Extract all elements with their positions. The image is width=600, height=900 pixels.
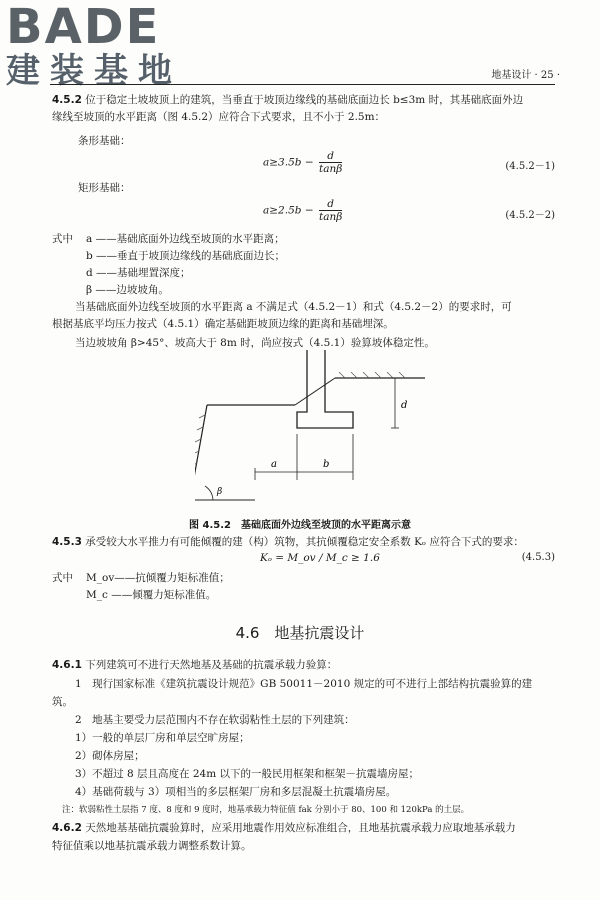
clause-text-line2: 特征值乘以地基抗震承载力调整系数计算。 [52, 840, 252, 852]
clause-number: 4.6.1 [52, 659, 82, 671]
logo-chinese: 建装基地 [6, 51, 182, 91]
eq2-left: a≥2.5b − [263, 204, 314, 217]
sub-item-2: 2）砌体房屋； [75, 750, 145, 762]
rect-foundation-label: 矩形基础： [78, 182, 131, 194]
def-beta: β ——边坡坡角。 [86, 284, 169, 296]
def-mc: M_c ——倾覆力矩标准值。 [86, 589, 217, 601]
label-b: b [323, 459, 330, 470]
clause-4-6-2 [52, 820, 557, 837]
equation-4-5-2-1 [263, 150, 342, 175]
header-rule [50, 84, 555, 85]
sub-item-3: 3）不超过 8 层且高度在 24m 以下的一般民用框架和框架－抗震墙房屋； [75, 768, 420, 780]
item2: 2 地基主要受力层范围内不存在软弱粘性土层的下列建筑： [75, 714, 355, 726]
clause-text-line1: 天然地基基础抗震验算时，应采用地震作用效应标准组合，且地基抗震承载力应取地基承载力 [85, 822, 516, 834]
clause-text-line1: 位于稳定土坡坡顶上的建筑，当垂直于坡顶边缘线的基础底面边长 b≤3m 时，其基础底面外边 [85, 94, 524, 106]
equation-4-5-3: Kₒ = M_ov / M_c ≥ 1.6 [260, 552, 380, 564]
item1-line2: 筑。 [52, 696, 73, 708]
eq2-number: (4.5.2－2) [505, 210, 555, 221]
item1-line1: 1 现行国家标准《建筑抗震设计规范》GB 50011－2010 规定的可不进行上部结构抗震验算的建 [75, 678, 533, 690]
section-title: 4.6 地基抗震设计 [235, 624, 365, 642]
clause-number: 4.5.2 [52, 94, 82, 106]
def-d: d ——基础埋置深度； [86, 267, 191, 279]
clause-text: 承受较大水平推力有可能倾覆的建（构）筑物，其抗倾覆稳定安全系数 Kₒ 应符合下式的要求： [85, 536, 524, 548]
clause-number: 4.6.2 [52, 822, 82, 834]
beta-arc [205, 486, 213, 500]
foundation-outline [297, 350, 353, 428]
eq2-numerator: d [319, 198, 342, 211]
eq1-denominator: tanβ [318, 163, 343, 175]
label-beta: β [217, 487, 223, 497]
running-header: 地基设计 · 25 · [491, 70, 560, 81]
sub-item-1: 1）一般的单层厂房和单层空旷房屋； [75, 732, 250, 744]
ground-hatch [339, 372, 405, 378]
where-label: 式中 [52, 233, 73, 245]
label-d: d [401, 400, 408, 411]
eq1-fraction [319, 150, 342, 175]
strip-foundation-label: 条形基础： [78, 135, 131, 147]
eq1-left: a≥3.5b − [263, 156, 314, 169]
def-b: b ——垂直于坡顶边缘线的基础底面边长； [86, 250, 286, 262]
eq1-number: (4.5.2－1) [505, 161, 555, 172]
where-label-453: 式中 [52, 572, 73, 584]
clause-text-line2: 缘线至坡顶的水平距离（图 4.5.2）应符合下式要求，且不小于 2.5m： [52, 111, 386, 123]
clause-4-6-1 [52, 657, 557, 674]
clause-4-5-2 [52, 92, 557, 109]
para1-line2: 根据基底平均压力按式（4.5.1）确定基础距坡顶边缘的距离和基础埋深。 [52, 318, 394, 330]
clause-number: 4.5.3 [52, 536, 82, 548]
def-a: a ——基础底面外边线至坡顶的水平距离； [86, 233, 285, 245]
eq2-denominator: tanβ [318, 211, 343, 223]
equation-4-5-2-2 [263, 198, 342, 223]
figure-4-5-2 [195, 350, 425, 510]
clause-4-5-3 [52, 534, 557, 551]
logo-latin: BADE [6, 0, 161, 55]
label-a: a [271, 459, 277, 470]
clause-text: 下列建筑可不进行天然地基及基础的抗震承载力验算： [85, 659, 338, 671]
figure-caption: 图 4.5.2 基础底面外边线至坡顶的水平距离示意 [189, 520, 411, 531]
eq1-numerator: d [319, 150, 342, 163]
surface-step [295, 378, 335, 405]
def-mov: M_ov——抗倾覆力矩标准值； [86, 572, 230, 584]
eq2-fraction [319, 198, 342, 223]
para1-line1: 当基础底面外边线至坡顶的水平距离 a 不满足式（4.5.2－1）和式（4.5.2－2）的要求时，可 [75, 301, 512, 313]
para2: 当边坡坡角 β>45°、坡高大于 8m 时，尚应按式（4.5.1）验算坡体稳定性。 [75, 337, 435, 349]
note: 注：软弱粘性土层指 7 度、8 度和 9 度时，地基承载力特征值 fak 分别小于 80、100 和 120kPa 的土层。 [62, 805, 470, 815]
sub-item-4: 4）基础荷载与 3）项相当的多层框架厂房和多层混凝土抗震墙房屋。 [75, 786, 397, 798]
eq3-number: (4.5.3) [521, 552, 555, 563]
